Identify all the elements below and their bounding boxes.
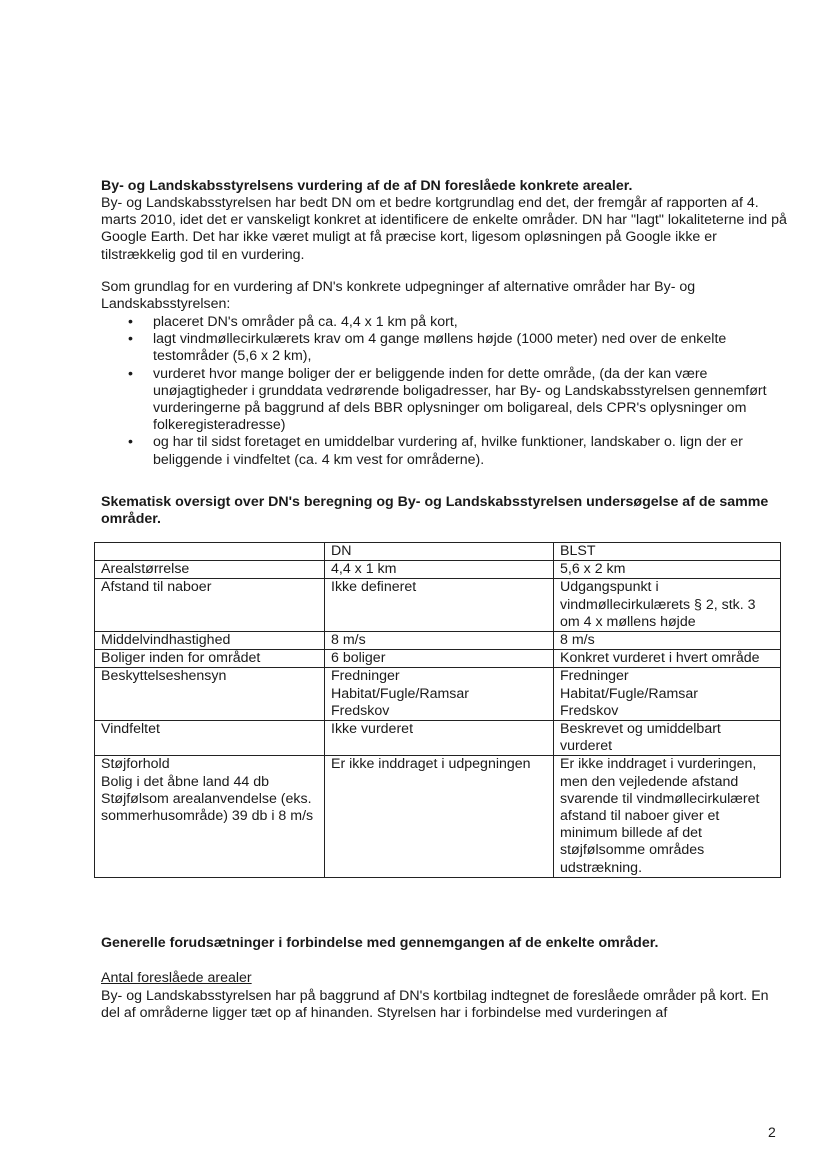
- row-label: Boliger inden for området: [95, 650, 325, 668]
- table-row: [95, 650, 781, 668]
- bullet-icon: •: [128, 314, 133, 330]
- dn-cell: Fredninger Habitat/Fugle/Ramsar Fredskov: [325, 668, 554, 721]
- bullet-item: • og har til sidst foretaget en umiddelbar vurdering af, hvilke funktioner, landskaber o. lign der er beliggende i vindfeltet (ca. 4 km vest for områderne).: [128, 434, 743, 468]
- row-label: Støjforhold Bolig i det åbne land 44 db Støjfølsom arealanvendelse (eks. sommerhusområde) 39 db i 8 m/s: [95, 756, 325, 877]
- table-row: [95, 561, 781, 579]
- table-row: [95, 579, 781, 632]
- assessment-paragraph: By- og Landskabsstyrelsen har bedt DN om et bedre kortgrundlag end det, der fremgår af rapporten af 4. marts 2010, idet det er vanskeligt konkret at identificere de enkelte områder. DN har "lagt" lokaliteterne ind på Google Earth. Det har ikke været muligt at få præcise kort, ligesom opløsningen på Google ikke er tilstrækkelig god til en vurdering.: [101, 195, 787, 263]
- table-row: [95, 721, 781, 756]
- comparison-table: [94, 542, 781, 878]
- dn-cell: Ikke defineret: [325, 579, 554, 632]
- header-cell-blst: BLST: [554, 543, 781, 561]
- dn-cell: Ikke vurderet: [325, 721, 554, 756]
- table-row: [95, 756, 781, 877]
- bullet-icon: •: [128, 331, 133, 348]
- header-cell-empty: [95, 543, 325, 561]
- page-number: 2: [768, 1124, 776, 1140]
- bullet-item: • vurderet hvor mange boliger der er beliggende inden for dette område, (da der kan være unøjagtigheder i grunddata vedrørende boligadresser, har By- og Landskabsstyrelsen gennemført vurderingerne på baggrund af dels BBR oplysninger om boligareal, dels CPR's oplysninger om folkeregisteradresse): [128, 365, 767, 434]
- bullet-item: • lagt vindmøllecirkulærets krav om 4 gange møllens højde (1000 meter) ned over de enkelte testområder (5,6 x 2 km),: [128, 331, 727, 365]
- blst-cell: Beskrevet og umiddelbart vurderet: [554, 721, 781, 756]
- bullet-item: • placeret DN's områder på ca. 4,4 x 1 km på kort,: [128, 314, 458, 330]
- row-label: Beskyttelseshensyn: [95, 668, 325, 721]
- row-label: Afstand til naboer: [95, 579, 325, 632]
- blst-cell: 5,6 x 2 km: [554, 561, 781, 579]
- subheading-proposed-areas: Antal foreslåede arealer: [101, 970, 252, 986]
- dn-cell: Er ikke inddraget i udpegningen: [325, 756, 554, 877]
- table-row: [95, 632, 781, 650]
- bullet-icon: •: [128, 434, 133, 451]
- dn-cell: 8 m/s: [325, 632, 554, 650]
- header-cell-dn: DN: [325, 543, 554, 561]
- row-label: Middelvindhastighed: [95, 632, 325, 650]
- table-row: [95, 668, 781, 721]
- dn-cell: 6 boliger: [325, 650, 554, 668]
- row-label: Vindfeltet: [95, 721, 325, 756]
- table-header-row: [95, 543, 781, 561]
- blst-cell: Fredninger Habitat/Fugle/Ramsar Fredskov: [554, 668, 781, 721]
- proposed-areas-paragraph: By- og Landskabsstyrelsen har på baggrund af DN's kortbilag indtegnet de foreslåede områder på kort. En del af områderne ligger tæt op af hinanden. Styrelsen har i forbindelse med vurderingen af: [101, 988, 769, 1022]
- section-heading-general: Generelle forudsætninger i forbindelse med gennemgangen af de enkelte områder.: [101, 935, 659, 951]
- blst-cell: Udgangspunkt i vindmøllecirkulærets § 2, stk. 3 om 4 x møllens højde: [554, 579, 781, 632]
- section-heading-assessment: By- og Landskabsstyrelsens vurdering af de af DN foreslåede konkrete arealer.: [101, 178, 633, 194]
- blst-cell: 8 m/s: [554, 632, 781, 650]
- table-section-heading: Skematisk oversigt over DN's beregning og By- og Landskabsstyrelsen undersøgelse af de samme områder.: [101, 494, 769, 528]
- row-label: Arealstørrelse: [95, 561, 325, 579]
- blst-cell: Er ikke inddraget i vurderingen, men den vejledende afstand svarende til vindmøllecirkulæret afstand til naboer giver et minimum billede af det støjfølsomme områdes udstrækning.: [554, 756, 781, 877]
- blst-cell: Konkret vurderet i hvert område: [554, 650, 781, 668]
- method-bullet-list: [101, 314, 791, 469]
- bullet-icon: •: [128, 365, 133, 382]
- dn-cell: 4,4 x 1 km: [325, 561, 554, 579]
- basis-intro-paragraph: Som grundlag for en vurdering af DN's konkrete udpegninger af alternative områder har By- og Landskabsstyrelsen:: [101, 279, 696, 313]
